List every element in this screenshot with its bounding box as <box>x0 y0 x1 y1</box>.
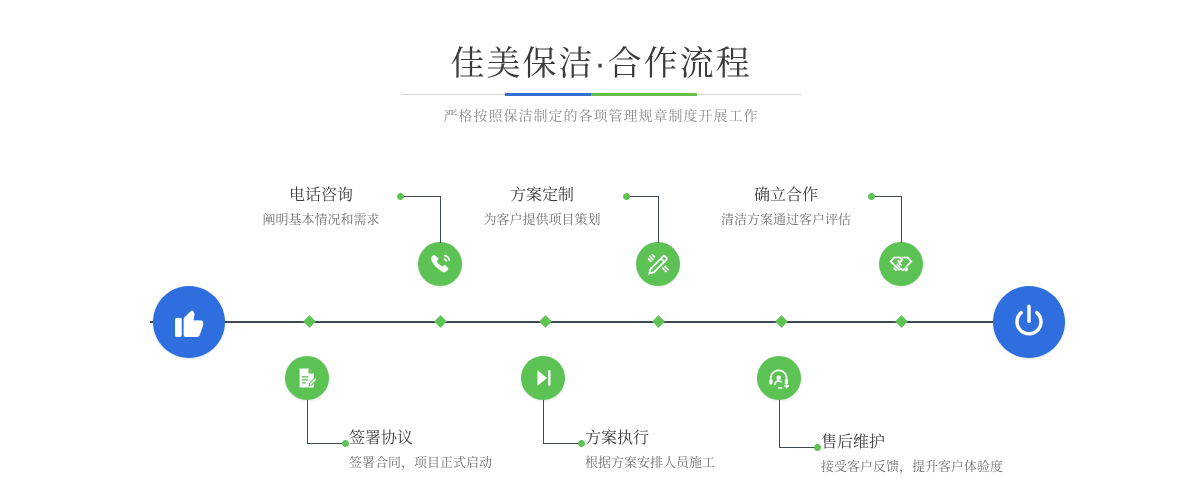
divider-green-segment <box>591 93 697 96</box>
power-icon <box>1009 302 1049 342</box>
timeline-axis <box>150 321 1052 323</box>
step-desc-5: 清洁方案通过客户评估 <box>720 212 851 227</box>
handshake-icon <box>888 251 914 277</box>
headset-support-icon <box>767 366 792 391</box>
connector-line-1-horizontal <box>400 196 440 197</box>
page-title: 佳美保洁·合作流程 <box>450 45 752 83</box>
connector-dot-4 <box>578 440 585 447</box>
step-label-1 <box>246 185 396 230</box>
step-desc-2: 签署合同，项目正式启动 <box>349 455 493 470</box>
connector-line-3-vertical <box>658 196 659 243</box>
end-node <box>993 286 1065 358</box>
step-desc-3: 为客户提供项目策划 <box>483 212 601 227</box>
step-label-2 <box>349 428 539 473</box>
step-label-5 <box>707 185 865 230</box>
step-node-4 <box>521 356 565 400</box>
step-desc-6: 接受客户反馈，提升客户体验度 <box>821 459 1004 474</box>
connector-dot-1 <box>397 193 404 200</box>
step-node-3 <box>636 242 680 286</box>
connector-line-3-horizontal <box>627 196 658 197</box>
axis-marker <box>775 315 788 328</box>
axis-marker <box>303 315 316 328</box>
step-node-2 <box>285 356 329 400</box>
page-subtitle: 严格按照保洁制定的各项管理规章制度开展工作 <box>443 108 759 124</box>
connector-line-5-vertical <box>901 196 902 243</box>
start-node <box>153 286 225 358</box>
connector-dot-3 <box>623 193 630 200</box>
connector-line-6-horizontal <box>779 447 817 448</box>
connector-line-1-vertical <box>440 196 441 243</box>
step-label-4 <box>585 428 775 473</box>
connector-line-2-vertical <box>307 400 308 443</box>
title-divider <box>401 93 801 97</box>
step-desc-4: 根据方案安排人员施工 <box>585 455 716 470</box>
step-desc-1: 阐明基本情况和需求 <box>262 212 380 227</box>
step-label-6 <box>821 432 1061 477</box>
connector-line-2-horizontal <box>307 443 345 444</box>
play-forward-icon <box>531 366 555 390</box>
step-title-1: 电话咨询 <box>288 187 353 204</box>
connector-dot-5 <box>868 193 875 200</box>
pen-ruler-icon <box>646 252 671 277</box>
connector-dot-2 <box>342 440 349 447</box>
document-edit-icon <box>295 366 319 390</box>
connector-dot-6 <box>814 444 821 451</box>
axis-marker <box>539 315 552 328</box>
axis-marker <box>652 315 665 328</box>
phone-call-icon <box>428 252 453 277</box>
connector-line-6-vertical <box>779 400 780 447</box>
axis-marker <box>895 315 908 328</box>
divider-blue-segment <box>505 93 591 96</box>
thumbs-up-icon <box>170 303 208 341</box>
connector-line-4-horizontal <box>543 443 581 444</box>
connector-line-5-horizontal <box>872 196 901 197</box>
step-label-3 <box>463 185 621 230</box>
step-title-2: 签署协议 <box>349 430 414 447</box>
step-node-6 <box>757 356 801 400</box>
step-node-5 <box>879 242 923 286</box>
step-title-4: 方案执行 <box>585 430 650 447</box>
axis-marker <box>434 315 447 328</box>
step-title-6: 售后维护 <box>821 434 886 451</box>
step-node-1 <box>418 242 462 286</box>
step-title-3: 方案定制 <box>509 187 574 204</box>
connector-line-4-vertical <box>543 400 544 443</box>
step-title-5: 确立合作 <box>753 187 818 204</box>
